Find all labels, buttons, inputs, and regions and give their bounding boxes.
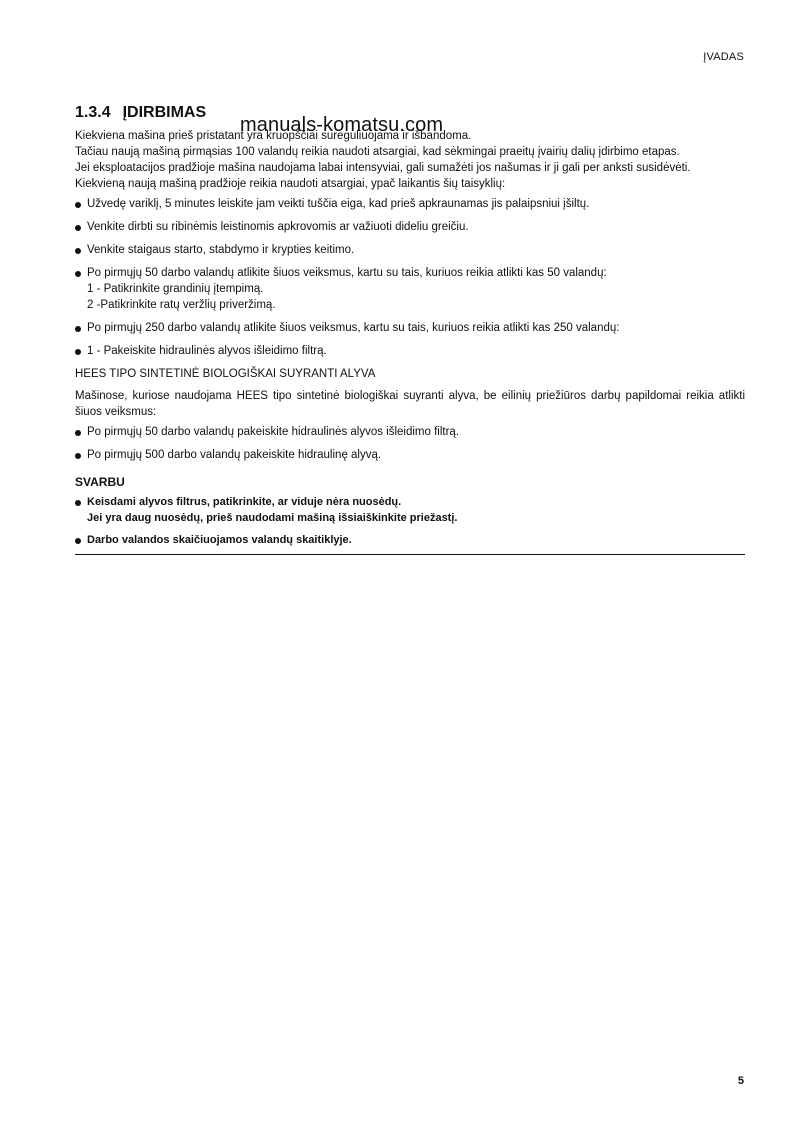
list-item <box>75 447 745 463</box>
section-number: 1.3.4 <box>75 104 111 121</box>
list-item-subline: 1 - Patikrinkite grandinių įtempimą. <box>87 283 264 295</box>
intro-block <box>75 128 745 192</box>
intro-paragraph: Jei eksploatacijos pradžioje mašina naudojama labai intensyviai, gali sumažėti jos našumas ir ji gali per anksti susidėvėti. <box>75 162 691 174</box>
page-content <box>75 104 745 555</box>
page-number: 5 <box>737 1075 744 1087</box>
intro-paragraph: Kiekviena mašina prieš pristatant yra kruopščiai sureguliuojama ir išbandoma. <box>75 130 472 142</box>
bullet-icon <box>75 349 81 355</box>
section-title <box>75 104 745 122</box>
bullet-icon <box>75 248 81 254</box>
section-title-text: ĮDIRBIMAS <box>122 104 207 121</box>
bullet-icon <box>75 500 81 506</box>
bullet-icon <box>75 225 81 231</box>
bullet-icon <box>75 271 81 277</box>
intro-paragraph: Kiekvieną naują mašiną pradžioje reikia naudoti atsargiai, ypač laikantis šių taisyklių: <box>75 178 506 190</box>
list-item-subline: 2 -Patikrinkite ratų veržlių priveržimą. <box>87 299 276 311</box>
list-item-text: Keisdami alyvos filtrus, patikrinkite, ar viduje nėra nuosėdų. <box>87 496 402 508</box>
hees-list <box>75 424 745 463</box>
list-item <box>75 219 745 235</box>
rules-list <box>75 196 745 359</box>
list-item-subline: Jei yra daug nuosėdų, prieš naudodami mašiną išsiaiškinkite priežastį. <box>87 512 458 524</box>
bullet-icon <box>75 326 81 332</box>
list-item-text: 1 - Pakeiskite hidraulinės alyvos išleidimo filtrą. <box>87 345 327 357</box>
note-list <box>75 494 745 548</box>
bullet-icon <box>75 202 81 208</box>
section-divider <box>75 554 745 555</box>
hees-paragraph: Mašinose, kuriose naudojama HEES tipo sintetinė biologiškai suyranti alyva, be eilinių priežiūros darbų papildomai reikia atlikti šiuos veiksmus: <box>75 390 745 418</box>
list-item <box>75 343 745 359</box>
list-item <box>75 320 745 336</box>
list-item-text: Po pirmųjų 50 darbo valandų atlikite šiuos veiksmus, kartu su tais, kuriuos reikia atlikti kas 50 valandų: <box>87 267 607 279</box>
list-item-text: Po pirmųjų 500 darbo valandų pakeiskite hidraulinę alyvą. <box>87 449 382 461</box>
watermark: manuals-komatsu.com <box>240 114 444 136</box>
header-section-label: ĮVADAS <box>703 51 744 63</box>
list-item-text: Venkite dirbti su ribinėmis leistinomis apkrovomis ar važiuoti dideliu greičiu. <box>87 221 469 233</box>
list-item-text: Užvedę variklį, 5 minutes leiskite jam veikti tuščia eiga, kad prieš apkraunamas jis palaipsniui įšiltų. <box>87 198 590 210</box>
list-item <box>75 242 745 258</box>
list-item-text: Po pirmųjų 50 darbo valandų pakeiskite hidraulinės alyvos išleidimo filtrą. <box>87 426 460 438</box>
list-item <box>75 196 745 212</box>
bullet-icon <box>75 538 81 544</box>
bullet-icon <box>75 453 81 459</box>
list-item-text: Venkite staigaus starto, stabdymo ir krypties keitimo. <box>87 244 355 256</box>
bullet-icon <box>75 430 81 436</box>
list-item <box>75 494 745 526</box>
list-item-text: Darbo valandos skaičiuojamos valandų skaitiklyje. <box>87 534 352 546</box>
hees-heading: HEES TIPO SINTETINĖ BIOLOGIŠKAI SUYRANTI ALYVA <box>75 368 376 380</box>
list-item <box>75 532 745 548</box>
list-item <box>75 265 745 313</box>
list-item <box>75 424 745 440</box>
list-item-text: Po pirmųjų 250 darbo valandų atlikite šiuos veiksmus, kartu su tais, kuriuos reikia atlikti kas 250 valandų: <box>87 322 620 334</box>
intro-paragraph: Tačiau naują mašiną pirmąsias 100 valandų reikia naudoti atsargiai, kad sėkmingai praeitų įvairių dalių įdirbimo etapas. <box>75 146 680 158</box>
note-title: SVARBU <box>75 475 125 489</box>
